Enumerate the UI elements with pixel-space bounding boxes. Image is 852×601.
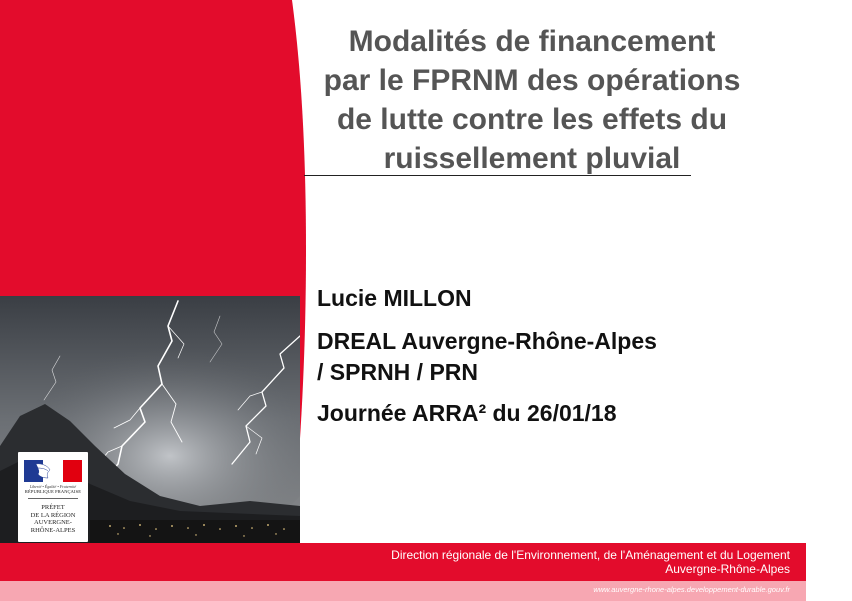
logo-prefect-line: DE LA RÉGION [30, 511, 76, 519]
logo-divider [28, 498, 78, 499]
logo-republic: RÉPUBLIQUE FRANÇAISE [24, 489, 82, 494]
logo-prefect-line: PRÉFET [41, 504, 65, 511]
title-divider [304, 175, 691, 176]
prefecture-logo [18, 452, 88, 542]
author-name: Lucie MILLON [317, 285, 472, 311]
marianne-flag-icon [24, 460, 82, 482]
footer-agency-name: Direction régionale de l'Environnement, de l'Aménagement et du Logement [391, 548, 790, 562]
organization: DREAL Auvergne-Rhône-Alpes / SPRNH / PRN [317, 328, 657, 385]
logo-prefect-line: RHÔNE-ALPES [30, 526, 76, 534]
title-line: de lutte contre les effets du [336, 103, 728, 136]
footer-url[interactable]: www.auvergne-rhone-alpes.developpement-durable.gouv.fr [593, 585, 790, 594]
footer-url-bar [0, 581, 806, 601]
logo-prefect-text [20, 504, 86, 534]
title-line: Modalités de financement [348, 25, 716, 58]
logo-motto: Liberté • Égalité • Fraternité [29, 484, 77, 489]
footer-region: Auvergne-Rhône-Alpes [665, 562, 790, 576]
event-name: Journée ARRA² du 26/01/18 [317, 400, 617, 426]
title-line: par le FPRNM des opérations [323, 64, 741, 97]
logo-prefect-line: AUVERGNE- [34, 519, 72, 526]
slide-title [304, 22, 760, 178]
footer-banner [0, 543, 806, 581]
title-line: ruissellement pluvial [383, 142, 681, 175]
